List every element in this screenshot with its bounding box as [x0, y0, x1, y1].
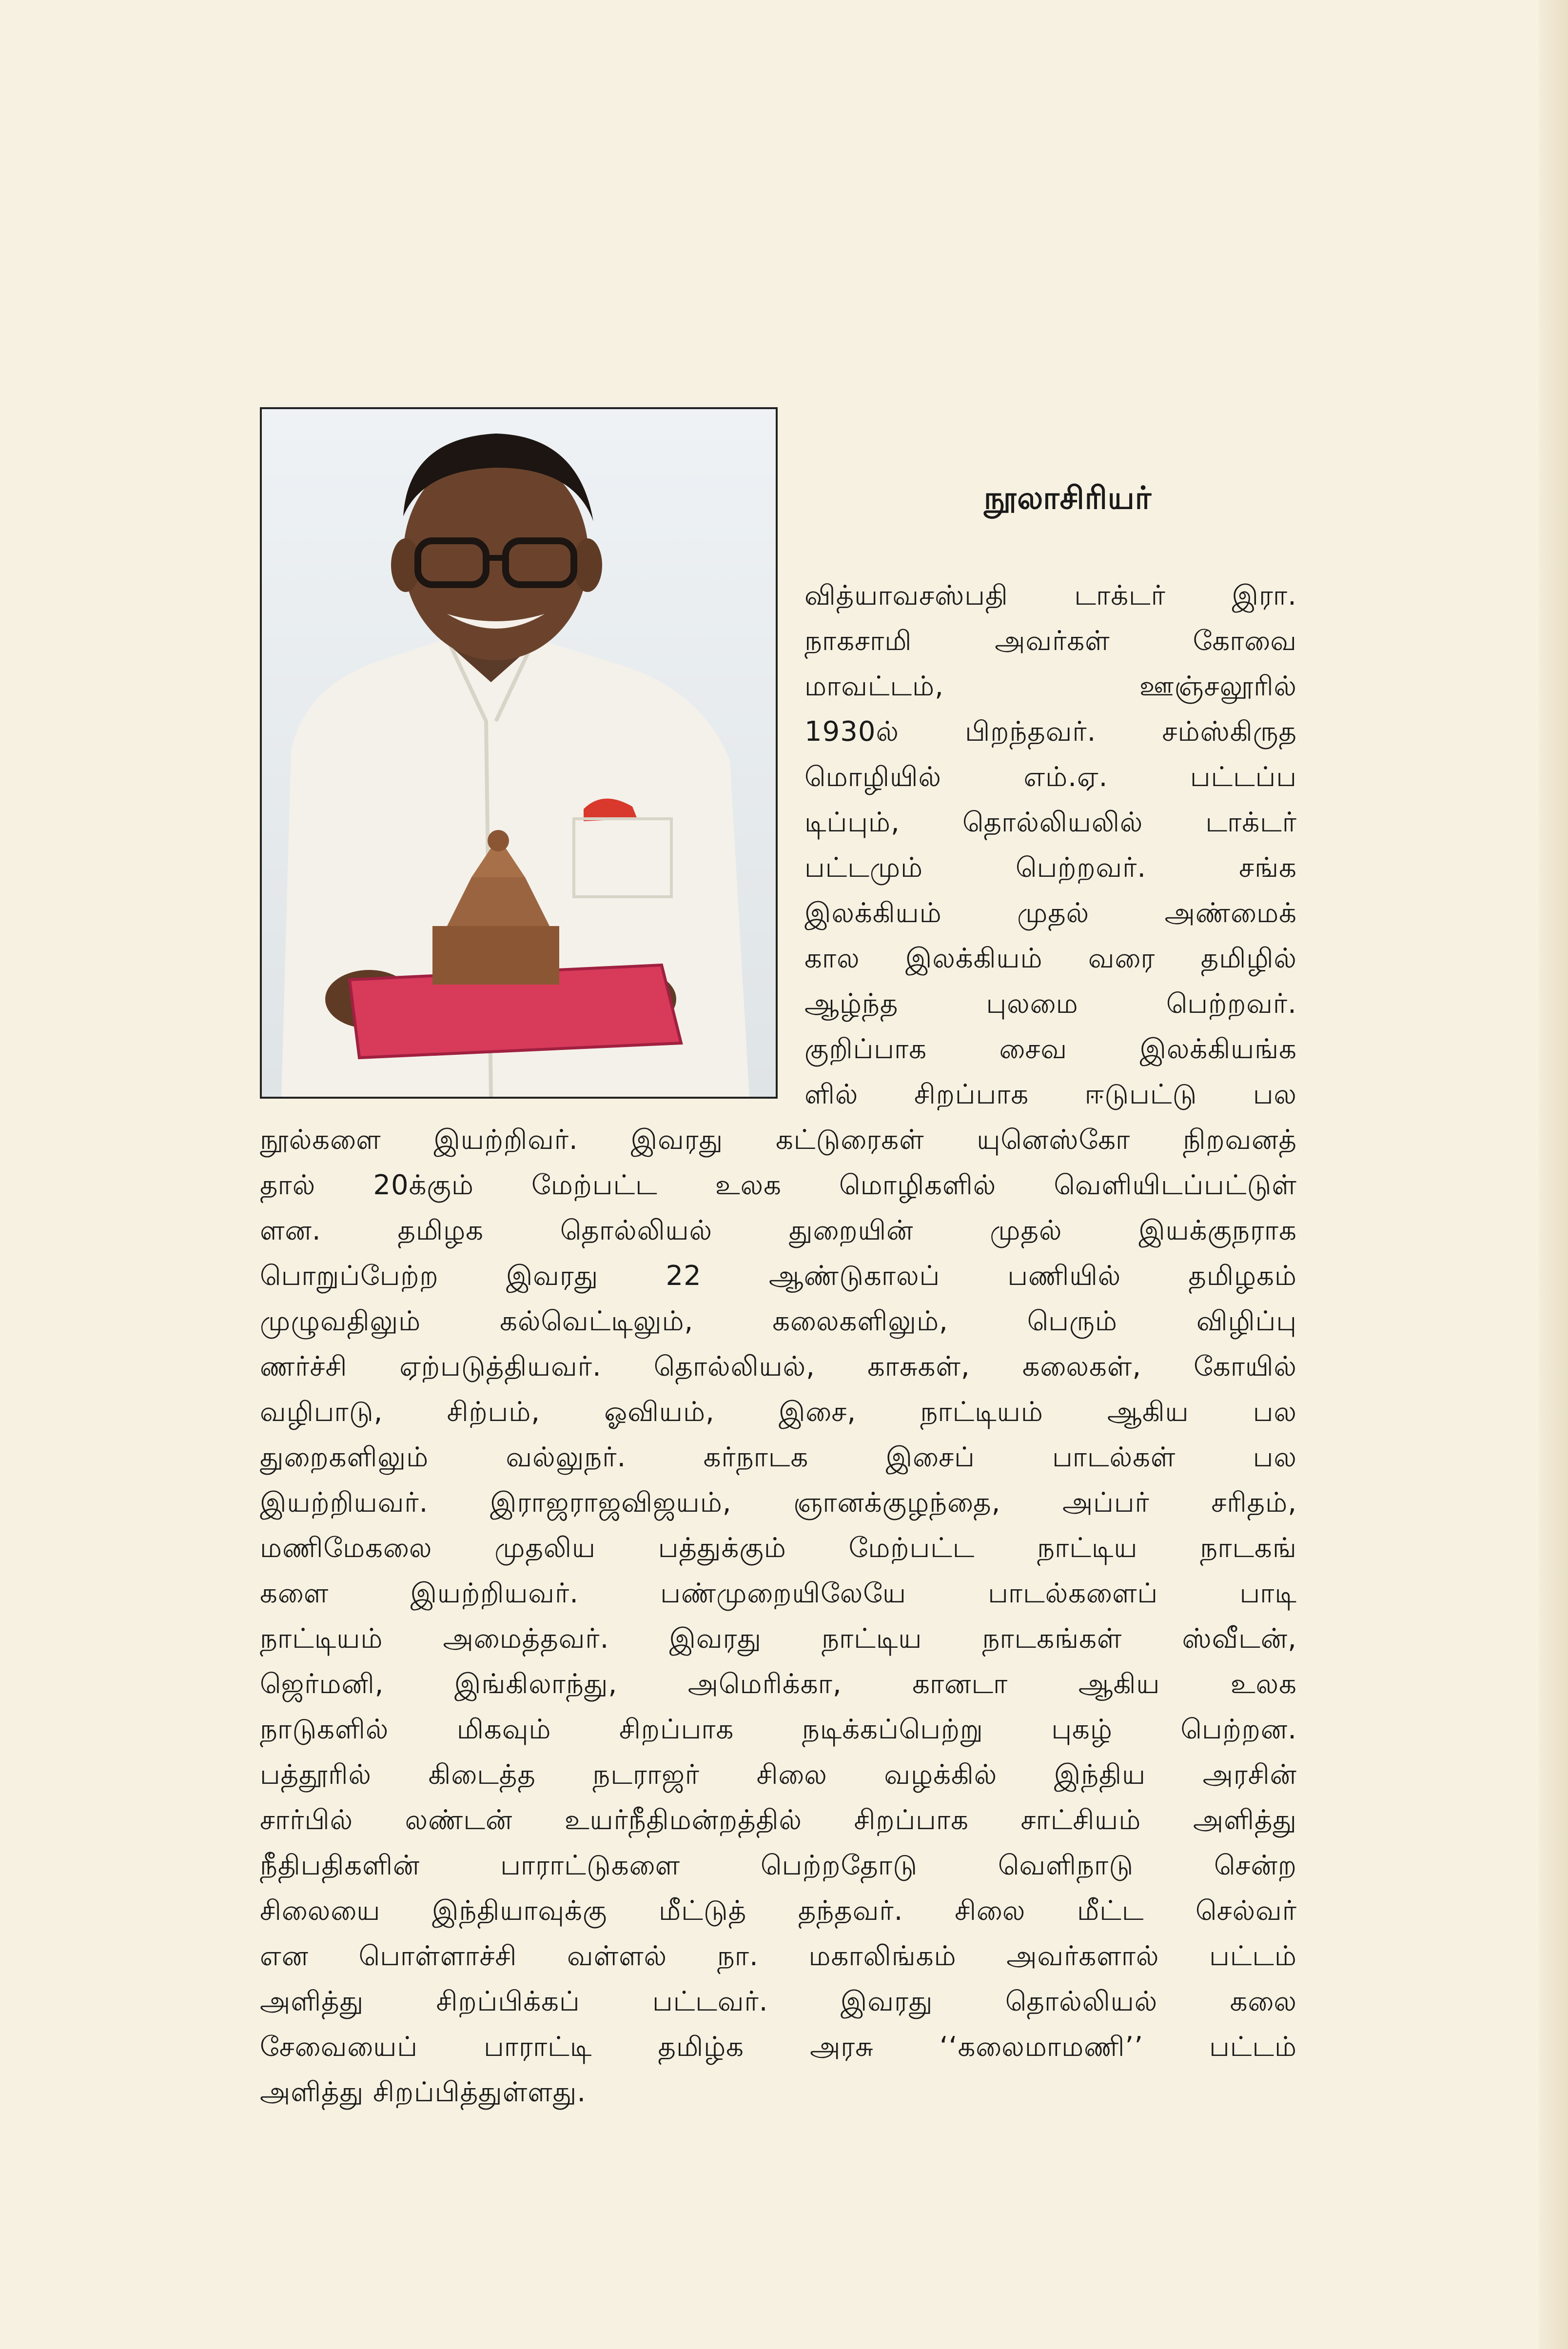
text-line: நாகசாமி அவர்கள் கோவை: [804, 625, 1297, 657]
text-line: மொழியில் எம்.ஏ. பட்டப்ப: [804, 761, 1297, 793]
text-line: ஜெர்மனி, இங்கிலாந்து, அமெரிக்கா, கானடா ஆகிய உலக: [260, 1668, 1297, 1700]
text-line: இலக்கியம் முதல் அண்மைக்: [804, 897, 1297, 929]
text-line: நாடுகளில் மிகவும் சிறப்பாக நடிக்கப்பெற்று புகழ் பெற்றன.: [260, 1714, 1297, 1745]
author-photo: [260, 407, 778, 1099]
text-line: ணர்ச்சி ஏற்படுத்தியவர். தொல்லியல், காசுகள், கலைகள், கோயில்: [260, 1351, 1297, 1382]
text-line: இயற்றியவர். இராஜராஜவிஜயம், ஞானக்குழந்தை, அப்பர் சரிதம்,: [260, 1487, 1297, 1519]
text-line: குறிப்பாக சைவ இலக்கியங்க: [804, 1033, 1297, 1065]
text-line: மணிமேகலை முதலிய பத்துக்கும் மேற்பட்ட நாட்டிய நாடகங்: [260, 1532, 1297, 1564]
text-line: பொறுப்பேற்ற இவரது 22 ஆண்டுகாலப் பணியில் தமிழகம்: [260, 1260, 1297, 1292]
text-line: முழுவதிலும் கல்வெட்டிலும், கலைகளிலும், பெரும் விழிப்பு: [260, 1305, 1297, 1337]
text-line: நாட்டியம் அமைத்தவர். இவரது நாட்டிய நாடகங்கள் ஸ்வீடன்,: [260, 1623, 1297, 1655]
text-line: வித்யாவசஸ்பதி டாக்டர் இரா.: [804, 580, 1297, 612]
text-line: ளன. தமிழக தொல்லியல் துறையின் முதல் இயக்குநராக: [260, 1215, 1297, 1246]
text-line: வழிபாடு, சிற்பம், ஓவியம், இசை, நாட்டியம் ஆகிய பல: [260, 1396, 1297, 1428]
text-line: நூல்களை இயற்றிவர். இவரது கட்டுரைகள் யுனெஸ்கோ நிறவனத்: [260, 1124, 1297, 1156]
author-photo-illustration: [262, 409, 776, 1097]
text-line: தால் 20க்கும் மேற்பட்ட உலக மொழிகளில் வெளியிடப்பட்டுள்: [260, 1169, 1297, 1201]
text-line: சிலையை இந்தியாவுக்கு மீட்டுத் தந்தவர். சிலை மீட்ட செல்வர்: [260, 1895, 1297, 1927]
text-line: அளித்து சிறப்பிக்கப் பட்டவர். இவரது தொல்லியல் கலை: [260, 1986, 1297, 2017]
text-line: ஆழ்ந்த புலமை பெற்றவர்.: [804, 988, 1297, 1020]
text-line: அளித்து சிறப்பித்துள்ளது.: [260, 2076, 587, 2108]
text-line: சேவையைப் பாராட்டி தமிழ்க அரசு ‘‘கலைமாமணி’’ பட்டம்: [260, 2031, 1297, 2063]
text-line: பட்டமும் பெற்றவர். சங்க: [804, 852, 1297, 884]
text-line: கால இலக்கியம் வரை தமிழில்: [804, 943, 1297, 974]
section-heading: நூலாசிரியர்: [983, 480, 1152, 516]
text-line: சார்பில் லண்டன் உயர்நீதிமன்றத்தில் சிறப்பாக சாட்சியம் அளித்து: [260, 1804, 1297, 1836]
text-line: என பொள்ளாச்சி வள்ளல் நா. மகாலிங்கம் அவர்களால் பட்டம்: [260, 1940, 1297, 1972]
text-line: 1930ல் பிறந்தவர். சம்ஸ்கிருத: [804, 716, 1297, 748]
text-line: மாவட்டம், ஊஞ்சலூரில்: [804, 671, 1297, 702]
text-line: ளில் சிறப்பாக ஈடுபட்டு பல: [804, 1079, 1297, 1110]
text-line: பத்தூரில் கிடைத்த நடராஜர் சிலை வழக்கில் இந்திய அரசின்: [260, 1759, 1297, 1791]
text-line: நீதிபதிகளின் பாராட்டுகளை பெற்றதோடு வெளிநாடு சென்ற: [260, 1850, 1297, 1881]
page-edge: [1539, 0, 1568, 2349]
text-line: களை இயற்றியவர். பண்முறையிலேயே பாடல்களைப் பாடி: [260, 1578, 1297, 1609]
text-line: டிப்பும், தொல்லியலில் டாக்டர்: [804, 807, 1297, 838]
text-line: துறைகளிலும் வல்லுநர். கர்நாடக இசைப் பாடல்கள் பல: [260, 1441, 1297, 1473]
